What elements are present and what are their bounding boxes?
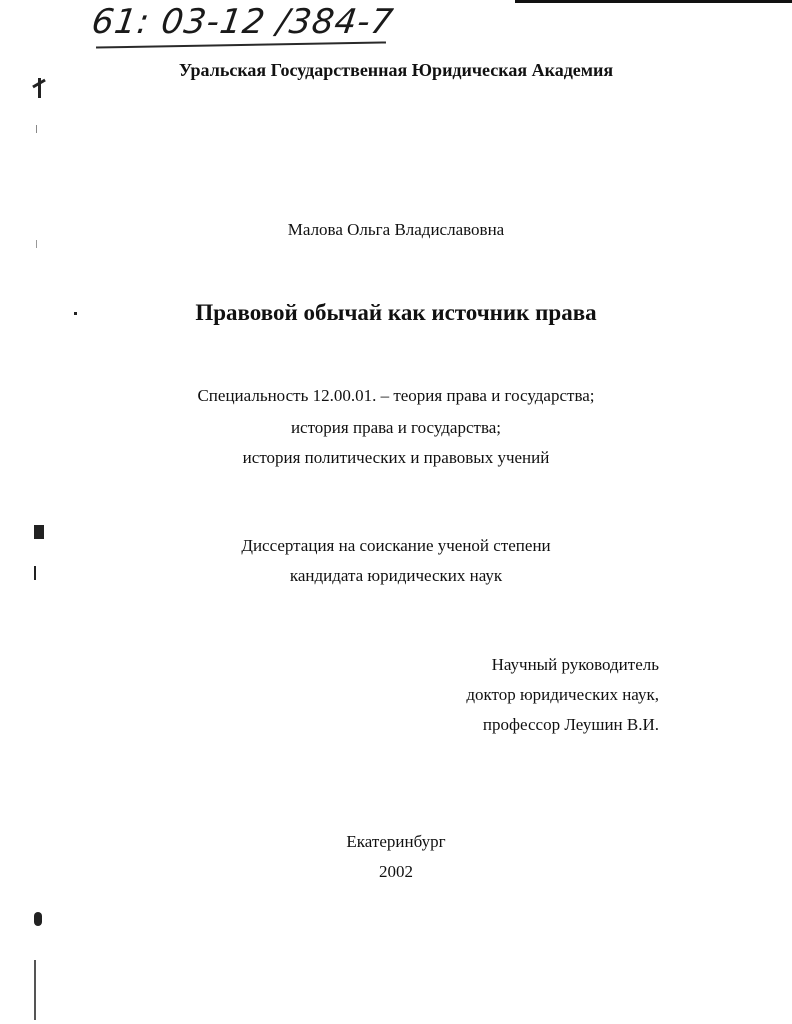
specialty-line: Специальность 12.00.01. – теория права и государства; xyxy=(197,386,595,405)
specialty-line: история права и государства; xyxy=(290,418,502,437)
degree-line: кандидата юридических наук xyxy=(289,566,503,585)
supervisor-line: профессор Леушин В.И. xyxy=(482,715,659,734)
city: Екатеринбург xyxy=(346,832,446,851)
degree-line: Диссертация на соискание ученой степени xyxy=(241,536,551,555)
margin-scan-mark xyxy=(34,912,42,926)
dissertation-title: Правовой обычай как источник права xyxy=(195,300,597,325)
specialty-line: история политических и правовых учений xyxy=(242,448,550,467)
handwritten-underline xyxy=(96,41,386,48)
margin-scan-mark xyxy=(36,125,37,133)
supervisor-line: Научный руководитель xyxy=(491,655,659,674)
institution-name: Уральская Государственная Юридическая Академия xyxy=(178,60,614,80)
handwritten-archive-code: 61: 03-12 /384-7 xyxy=(89,2,397,42)
margin-scan-mark xyxy=(38,78,41,98)
year: 2002 xyxy=(379,862,413,881)
scan-edge-line xyxy=(515,0,792,3)
supervisor-line: доктор юридических наук, xyxy=(466,685,659,704)
author-name: Малова Ольга Владиславовна xyxy=(287,220,505,239)
margin-scan-mark xyxy=(34,960,36,1020)
margin-scan-mark xyxy=(36,240,37,248)
